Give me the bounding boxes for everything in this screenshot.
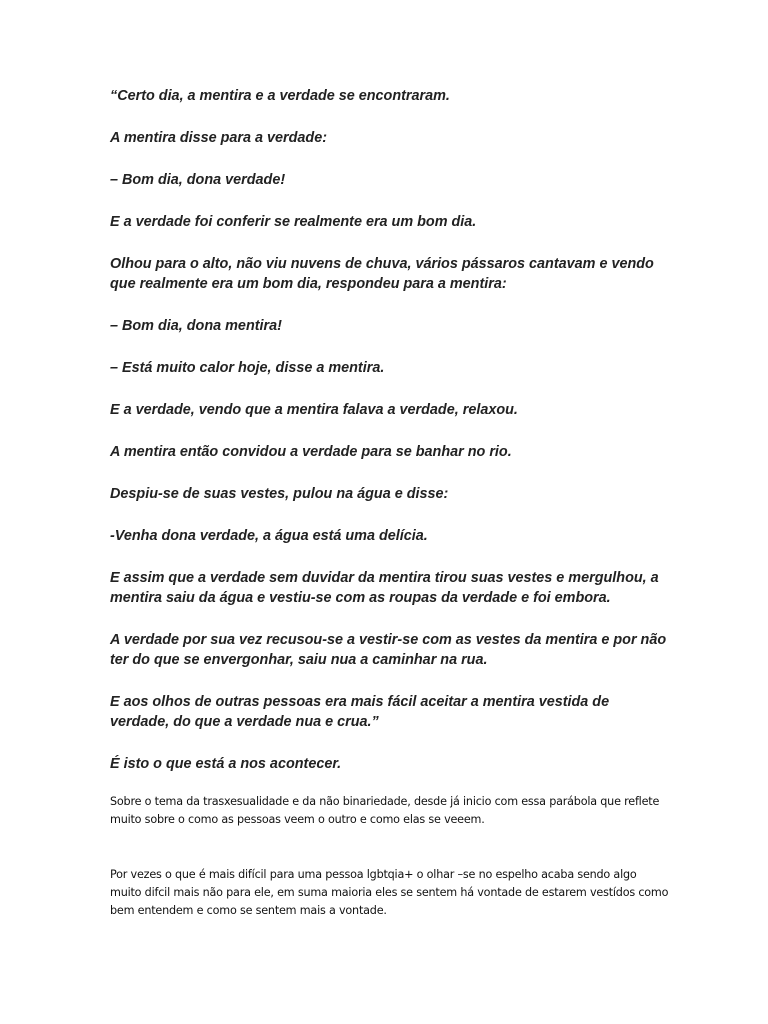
- body-paragraph: Sobre o tema da trasxesualidade e da não binariedade, desde já inicio com essa parábola que reflete muito sobre o como as pessoas veem o outro e como elas se veeem.: [110, 795, 660, 826]
- quote-paragraph: E aos olhos de outras pessoas era mais fácil aceitar a mentira vestida de verdade, do que a verdade nua e crua.”: [110, 694, 610, 730]
- quote-paragraph: -Venha dona verdade, a água está uma delícia.: [110, 528, 428, 544]
- quote-paragraph: – Bom dia, dona mentira!: [110, 318, 282, 334]
- quote-paragraph: E a verdade foi conferir se realmente era um bom dia.: [110, 214, 477, 230]
- quote-paragraph: E assim que a verdade sem duvidar da mentira tirou suas vestes e mergulhou, a mentira saiu da água e vestiu-se com as roupas da verdade e foi embora.: [110, 570, 659, 606]
- quote-paragraph: A verdade por sua vez recusou-se a vestir-se com as vestes da mentira e por não ter do que se envergonhar, saiu nua a caminhar na rua.: [110, 632, 667, 668]
- quote-paragraph: E a verdade, vendo que a mentira falava a verdade, relaxou.: [110, 402, 518, 418]
- quote-paragraph: Despiu-se de suas vestes, pulou na água e disse:: [110, 486, 449, 502]
- quote-paragraph: Olhou para o alto, não viu nuvens de chuva, vários pássaros cantavam e vendo que realmente era um bom dia, respondeu para a mentira:: [110, 256, 654, 292]
- quote-paragraph: – Está muito calor hoje, disse a mentira.: [110, 360, 385, 376]
- closing-line: É isto o que está a nos acontecer.: [110, 756, 342, 772]
- body-paragraph: Por vezes o que é mais difícil para uma pessoa lgbtqia+ o olhar –se no espelho acaba sendo algo muito difcil mais não para ele, em suma maioria eles se sentem há vontade de estarem vestídos como bem entendem e como se sentem mais a vontade.: [110, 868, 669, 917]
- body-paragraph-2: [110, 866, 670, 920]
- quote-paragraph: A mentira disse para a verdade:: [110, 130, 328, 146]
- parable-quote: [110, 86, 670, 774]
- quote-paragraph: – Bom dia, dona verdade!: [110, 172, 286, 188]
- body-paragraph-1: [110, 793, 670, 829]
- quote-paragraph: A mentira então convidou a verdade para se banhar no rio.: [110, 444, 512, 460]
- quote-paragraph: “Certo dia, a mentira e a verdade se encontraram.: [110, 88, 450, 104]
